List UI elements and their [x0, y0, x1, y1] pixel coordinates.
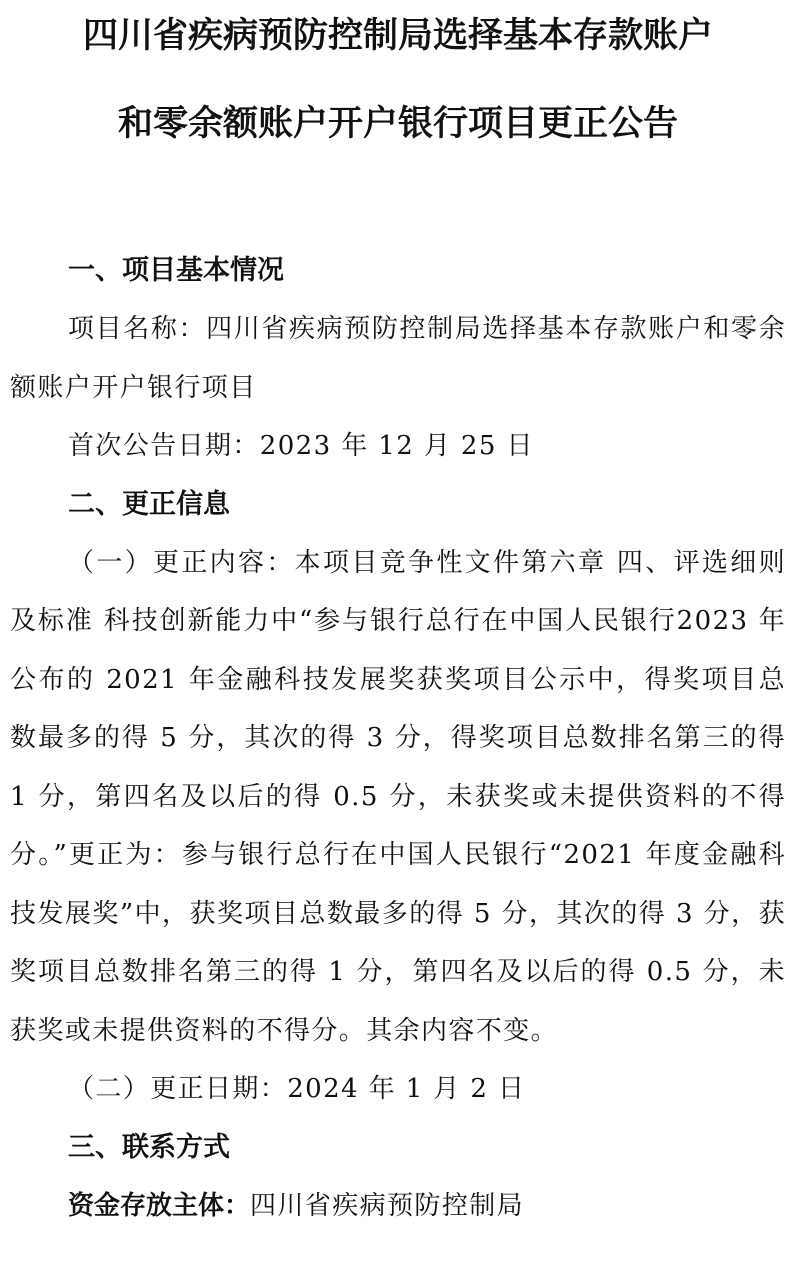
document-title-line2: 和零余额账户开户银行项目更正公告: [117, 104, 678, 144]
first-notice-date: 首次公告日期：2023 年 12 月 25 日: [68, 431, 534, 461]
correction-content-paragraph: （一）更正内容：本项目竞争性文件第六章 四、评选细则及标准 科技创新能力中“参与银行总行在中国人民银行2023 年公布的 2021 年金融科技发展奖获奖项目公示中，得奖项目总数最多的得 5 分，其次的得 3 分，得奖项目总数排名第三的得 1 分，第四名及以后的得 0.5 分，未获奖或未提供资料的不得分。”更正为：参与银行总行在中国人民银行“2021 年度金融科技发展奖”中，获奖项目总数最多的得 5 分，其次的得 3 分，获奖项目总数排名第三的得 1 分，第四名及以后的得 0.5 分，未获奖或未提供资料的不得分。其余内容不变。: [10, 547, 786, 1046]
document-body: [10, 242, 786, 1235]
fund-holder-value: 四川省疾病预防控制局: [250, 1190, 525, 1221]
section3-heading: 三、联系方式: [68, 1131, 230, 1163]
section1-heading: 一、项目基本情况: [68, 255, 284, 286]
correction-date: （二）更正日期：2024 年 1 月 2 日: [68, 1074, 526, 1104]
fund-holder-row: [10, 1177, 786, 1235]
project-name-paragraph: 项目名称：四川省疾病预防控制局选择基本存款账户和零余额账户开户银行项目: [10, 314, 786, 403]
document-title-line1: 四川省疾病预防控制局选择基本存款账户: [82, 16, 713, 56]
fund-holder-label: 资金存放主体：: [68, 1190, 251, 1221]
section2-heading: 二、更正信息: [68, 488, 230, 520]
